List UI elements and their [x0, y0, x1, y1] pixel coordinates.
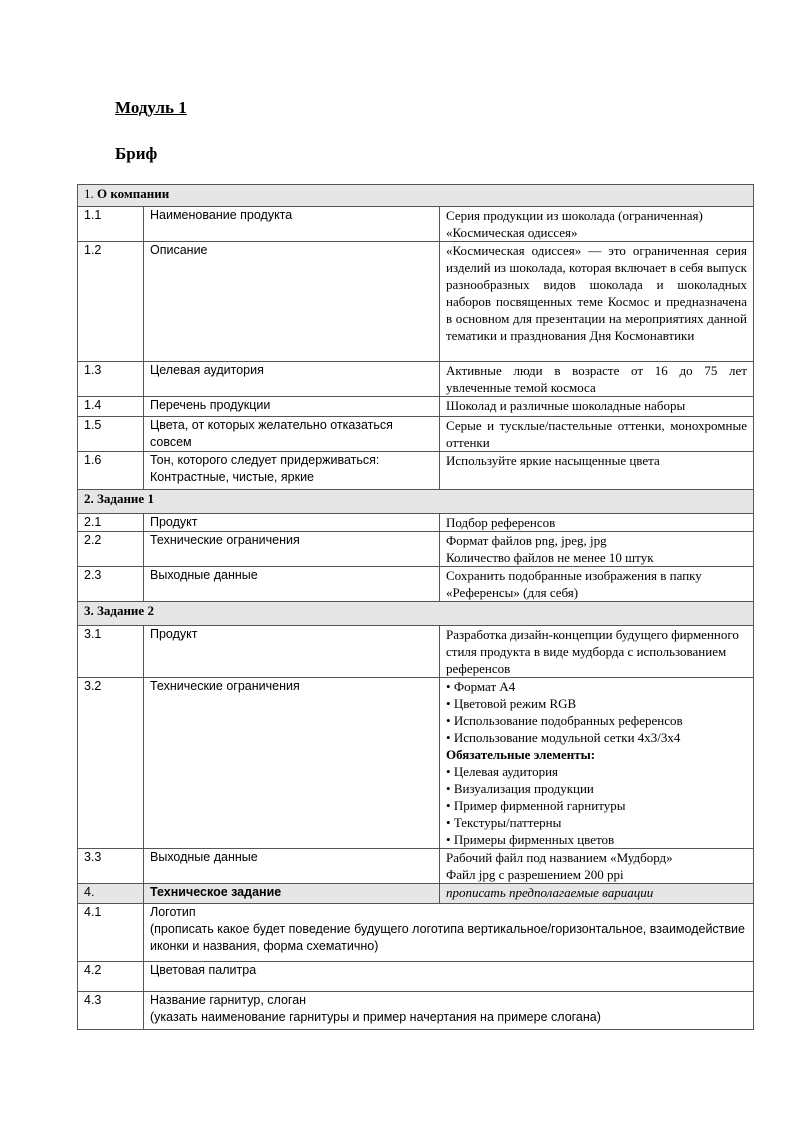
- row-number: 3.2: [78, 678, 144, 849]
- row-content: [144, 992, 754, 1030]
- row-label: Описание: [144, 242, 440, 362]
- row-label: Продукт: [144, 626, 440, 678]
- row-value: Сохранить подобранные изображения в папку «Референсы» (для себя): [440, 567, 754, 602]
- brief-table: [77, 184, 754, 1030]
- row-value: Активные люди в возрасте от 16 до 75 лет увлеченные темой космоса: [440, 362, 754, 397]
- list-item: • Визуализация продукции: [446, 780, 747, 797]
- section-number: 4.: [78, 884, 144, 904]
- row-value: Используйте яркие насыщенные цвета: [440, 452, 754, 490]
- list-item: • Цветовой режим RGB: [446, 695, 747, 712]
- section-header-spec: [78, 884, 754, 904]
- list-item: • Целевая аудитория: [446, 763, 747, 780]
- required-elements-list: [446, 763, 747, 848]
- section-title: 2. Задание 1: [84, 491, 154, 506]
- section-header-task1: [78, 490, 754, 514]
- row-label: Перечень продукции: [144, 397, 440, 417]
- table-row: [78, 452, 754, 490]
- row-label: Технические ограничения: [144, 532, 440, 567]
- row-value: [440, 849, 754, 884]
- list-item: • Формат А4: [446, 678, 747, 695]
- list-item: • Пример фирменной гарнитуры: [446, 797, 747, 814]
- row-label: Продукт: [144, 514, 440, 532]
- row-label: Целевая аудитория: [144, 362, 440, 397]
- table-row: [78, 207, 754, 242]
- table-row: [78, 532, 754, 567]
- table-row: [78, 849, 754, 884]
- row-title: Логотип: [150, 905, 196, 919]
- row-number: 4.3: [78, 992, 144, 1030]
- section-header-company: [78, 185, 754, 207]
- table-row: [78, 514, 754, 532]
- row-value: «Космическая одиссея» — это ограниченная серия изделий из шоколада, которая включает в себя выпуск разнообразных видов шоколада и шоколадных наборов посвященных теме Космос и предназначена в основном для презентации на мероприятиях данной тематики и празднования Дня Космонавтики: [440, 242, 754, 362]
- table-row: [78, 417, 754, 452]
- row-content: [144, 904, 754, 962]
- row-number: 3.1: [78, 626, 144, 678]
- table-row: [78, 962, 754, 992]
- section-header-task2: [78, 602, 754, 626]
- row-number: 1.5: [78, 417, 144, 452]
- row-value: [440, 678, 754, 849]
- row-number: 2.3: [78, 567, 144, 602]
- brief-title: Бриф: [115, 144, 158, 163]
- row-number: 1.6: [78, 452, 144, 490]
- row-number: 2.1: [78, 514, 144, 532]
- section-title: 3. Задание 2: [84, 603, 154, 618]
- row-label: Выходные данные: [144, 567, 440, 602]
- required-elements-title: Обязательные элементы:: [446, 747, 596, 762]
- row-value-line: Файл jpg с разрешением 200 ppi: [446, 867, 624, 882]
- row-label: Наименование продукта: [144, 207, 440, 242]
- row-number: 1.3: [78, 362, 144, 397]
- section-number: 1.: [84, 186, 94, 201]
- row-label: [144, 452, 440, 490]
- module-title: Модуль 1: [115, 98, 187, 117]
- list-item: • Текстуры/паттерны: [446, 814, 747, 831]
- row-content: [144, 962, 754, 992]
- row-value: Разработка дизайн-концепции будущего фирменного стиля продукта в виде мудборда с использованием референсов: [440, 626, 754, 678]
- table-row: [78, 362, 754, 397]
- row-number: 1.2: [78, 242, 144, 362]
- row-number: 1.4: [78, 397, 144, 417]
- row-value-line: Количество файлов не менее 10 штук: [446, 550, 654, 565]
- row-description: (указать наименование гарнитуры и пример начертания на примере слогана): [150, 1010, 601, 1024]
- section-title: О компании: [97, 186, 170, 201]
- row-number: 1.1: [78, 207, 144, 242]
- row-label: Выходные данные: [144, 849, 440, 884]
- row-label: Технические ограничения: [144, 678, 440, 849]
- row-value: Шоколад и различные шоколадные наборы: [440, 397, 754, 417]
- row-number: 3.3: [78, 849, 144, 884]
- table-row: [78, 626, 754, 678]
- row-title: Название гарнитур, слоган: [150, 993, 307, 1007]
- row-value: Серые и тусклые/пастельные оттенки, монохромные оттенки: [440, 417, 754, 452]
- row-value-line: Рабочий файл под названием «Мудборд»: [446, 850, 673, 865]
- table-row: [78, 397, 754, 417]
- requirements-list: [446, 678, 747, 746]
- row-description: (прописать какое будет поведение будущего логотипа вертикальное/горизонтальное, взаимодействие иконки и названия, форма схематично): [150, 922, 745, 953]
- section-note: прописать предполагаемые вариации: [440, 884, 754, 904]
- row-value: [440, 532, 754, 567]
- table-row: [78, 242, 754, 362]
- list-item: • Использование подобранных референсов: [446, 712, 747, 729]
- table-row: [78, 678, 754, 849]
- table-row: [78, 567, 754, 602]
- row-title: Цветовая палитра: [150, 963, 257, 977]
- table-row: [78, 992, 754, 1030]
- list-item: • Использование модульной сетки 4x3/3x4: [446, 729, 747, 746]
- list-item: • Примеры фирменных цветов: [446, 831, 747, 848]
- row-value: Подбор референсов: [440, 514, 754, 532]
- row-number: 2.2: [78, 532, 144, 567]
- row-value: Серия продукции из шоколада (ограниченная) «Космическая одиссея»: [440, 207, 754, 242]
- row-label-line: Тон, которого следует придерживаться:: [150, 453, 380, 467]
- row-number: 4.1: [78, 904, 144, 962]
- section-title: Техническое задание: [144, 884, 440, 904]
- row-value-line: Формат файлов png, jpeg, jpg: [446, 533, 607, 548]
- row-label-line: Контрастные, чистые, яркие: [150, 470, 315, 484]
- row-number: 4.2: [78, 962, 144, 992]
- row-label: Цвета, от которых желательно отказаться совсем: [144, 417, 440, 452]
- table-row: [78, 904, 754, 962]
